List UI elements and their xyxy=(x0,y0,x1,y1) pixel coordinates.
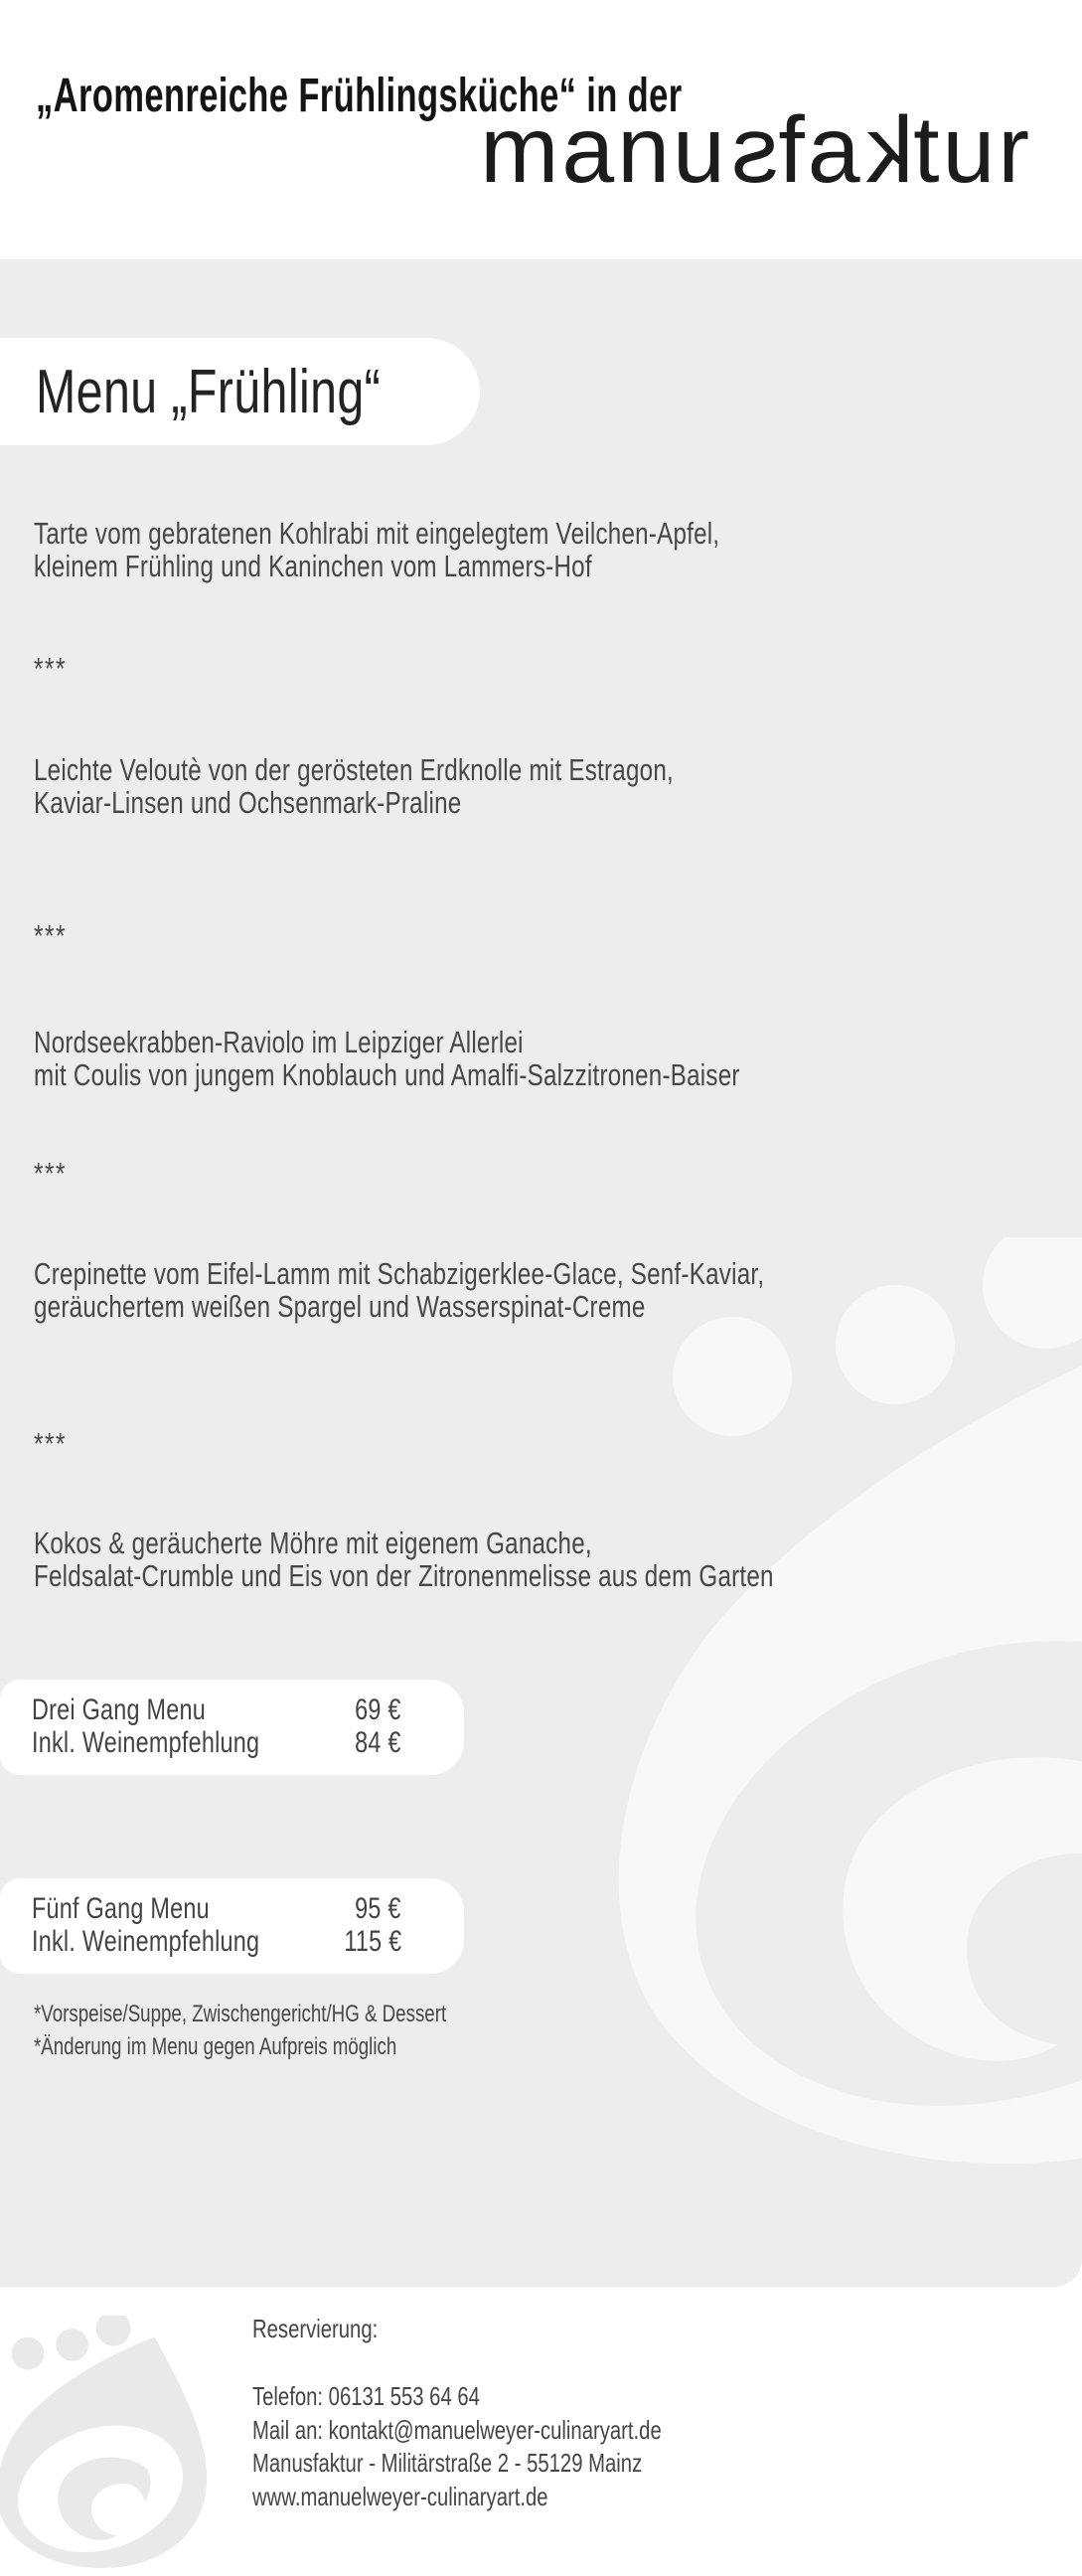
footer-phone xyxy=(252,2380,777,2414)
brand-segment-mirrored-s: s xyxy=(727,97,779,203)
footer-phone-text: Telefon: 06131 553 64 64 xyxy=(252,2381,480,2411)
course-line: Feldsalat-Crumble und Eis von der Zitronenmelisse aus dem Garten xyxy=(34,1558,774,1593)
footer-address-text: Manusfaktur - Militärstraße 2 - 55129 Mainz xyxy=(252,2448,643,2479)
menu-panel xyxy=(0,259,1082,2287)
price-value: 69 € xyxy=(355,1693,401,1726)
course-line: geräuchertem weißen Spargel und Wasserspinat-Creme xyxy=(34,1289,646,1324)
logo-dot-icon xyxy=(56,2329,88,2361)
brand-segment: manu xyxy=(480,97,728,203)
course-item-1 xyxy=(34,517,913,582)
brand-logo xyxy=(0,2316,209,2576)
watermark-dot-icon xyxy=(983,1237,1082,1349)
footer-email xyxy=(252,2414,777,2448)
brand-watermark-logo xyxy=(601,1237,1082,2191)
footer-website xyxy=(252,2481,777,2514)
price-label: Fünf Gang Menu xyxy=(32,1892,210,1925)
course-separator xyxy=(34,919,76,952)
brand-wordmark xyxy=(480,97,1032,203)
price-box-three-course xyxy=(0,1680,464,1775)
price-label: Inkl. Weinempfehlung xyxy=(32,1925,260,1958)
price-value: 95 € xyxy=(355,1892,401,1925)
price-row xyxy=(0,1693,464,1726)
price-box-five-course xyxy=(0,1878,464,1974)
logo-dot-icon xyxy=(96,2316,131,2346)
logo-dot-icon xyxy=(12,2337,45,2370)
footer-address xyxy=(252,2447,777,2481)
reservation-label-text: Reservierung: xyxy=(252,2314,379,2343)
course-separator xyxy=(34,1157,76,1190)
separator-asterisks: *** xyxy=(34,651,67,686)
price-label: Inkl. Weinempfehlung xyxy=(32,1726,260,1759)
price-row xyxy=(0,1726,464,1759)
footer-contact xyxy=(252,2380,777,2514)
course-item-3 xyxy=(34,1026,939,1091)
menu-title-pill xyxy=(0,338,480,445)
footnote-line: *Vorspeise/Suppe, Zwischengericht/HG & Dessert xyxy=(34,2001,447,2027)
brand-segment: tur xyxy=(913,97,1032,203)
separator-asterisks: *** xyxy=(34,1156,67,1191)
course-item-2 xyxy=(34,753,854,819)
header-tagline-text: „Aromenreiche Frühlingsküche“ in der xyxy=(36,70,683,122)
course-item-5 xyxy=(34,1527,983,1592)
price-value: 84 € xyxy=(355,1726,401,1759)
brand-segment-mirrored-k: k xyxy=(862,97,914,203)
reservation-label xyxy=(252,2313,413,2345)
brand-segment: fa xyxy=(778,97,863,203)
footer-email-text: Mail an: kontakt@manuelweyer-culinaryart.de xyxy=(252,2414,662,2445)
separator-asterisks: *** xyxy=(34,918,67,953)
course-line: Kaviar-Linsen und Ochsenmark-Praline xyxy=(34,785,462,820)
course-line: mit Coulis von jungem Knoblauch und Amalfi-Salzzitronen-Baiser xyxy=(34,1057,740,1092)
price-row xyxy=(0,1925,464,1958)
course-line: Nordseekrabben-Raviolo im Leipziger Allerlei xyxy=(34,1025,524,1059)
course-line: Leichte Veloutè von der gerösteten Erdknolle mit Estragon, xyxy=(34,752,674,787)
menu-title: Menu „Frühling“ xyxy=(36,357,382,426)
footnotes xyxy=(34,1998,562,2063)
separator-asterisks: *** xyxy=(34,1426,67,1461)
course-line: Kokos & geräucherte Möhre mit eigenem Ganache, xyxy=(34,1526,592,1560)
price-row xyxy=(0,1892,464,1925)
price-value: 115 € xyxy=(343,1925,401,1958)
course-separator xyxy=(34,1427,76,1460)
footer-website-text: www.manuelweyer-culinaryart.de xyxy=(252,2482,548,2512)
footnote-line: *Änderung im Menu gegen Aufpreis möglich xyxy=(34,2033,397,2060)
course-line: kleinem Frühling und Kaninchen vom Lammers-Hof xyxy=(34,549,592,583)
course-line: Crepinette vom Eifel-Lamm mit Schabzigerklee-Glace, Senf-Kaviar, xyxy=(34,1256,765,1291)
course-separator xyxy=(34,652,76,685)
watermark-dot-icon xyxy=(673,1317,792,1436)
course-item-4 xyxy=(34,1257,971,1323)
price-label: Drei Gang Menu xyxy=(32,1693,206,1726)
course-line: Tarte vom gebratenen Kohlrabi mit eingelegtem Veilchen-Apfel, xyxy=(34,516,720,551)
